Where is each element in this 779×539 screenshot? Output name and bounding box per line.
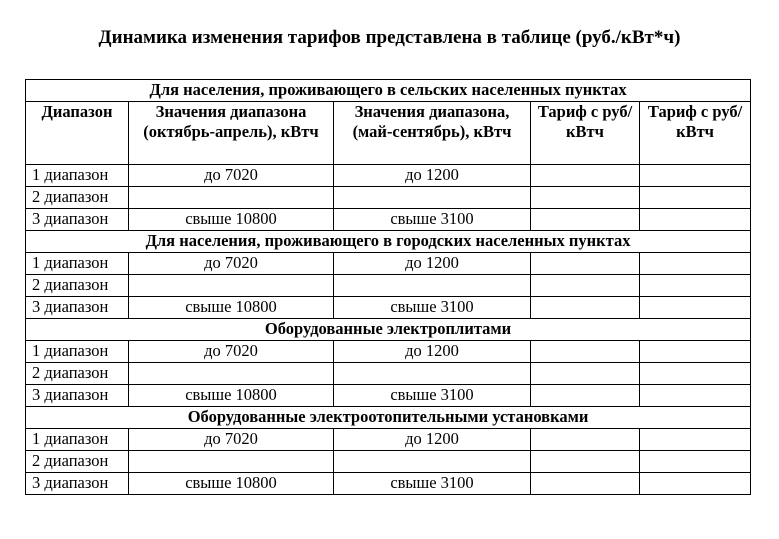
- winter-value-cell: свыше 10800: [129, 473, 334, 495]
- table-row: [26, 253, 751, 275]
- range-cell: 3 диапазон: [26, 297, 129, 319]
- tariff-2-cell: [640, 451, 751, 473]
- range-cell: 1 диапазон: [26, 429, 129, 451]
- summer-value-cell: до 1200: [334, 165, 531, 187]
- table-row: [26, 341, 751, 363]
- tariff-2-cell: [640, 363, 751, 385]
- tariff-1-cell: [531, 473, 640, 495]
- tariff-1-cell: [531, 275, 640, 297]
- winter-value-cell: [129, 275, 334, 297]
- range-cell: 2 диапазон: [26, 451, 129, 473]
- tariff-1-cell: [531, 253, 640, 275]
- range-cell: 3 диапазон: [26, 385, 129, 407]
- table-row: [26, 363, 751, 385]
- column-header-range: Диапазон: [26, 102, 129, 165]
- tariff-2-cell: [640, 429, 751, 451]
- summer-value-cell: [334, 363, 531, 385]
- range-cell: 1 диапазон: [26, 341, 129, 363]
- range-cell: 2 диапазон: [26, 187, 129, 209]
- table-row: [26, 451, 751, 473]
- section-title: Оборудованные электроотопительными установками: [26, 407, 751, 429]
- tariff-1-cell: [531, 297, 640, 319]
- table-row: [26, 209, 751, 231]
- range-cell: 1 диапазон: [26, 253, 129, 275]
- summer-value-cell: до 1200: [334, 341, 531, 363]
- summer-value-cell: до 1200: [334, 253, 531, 275]
- page-title: Динамика изменения тарифов представлена в таблице (руб./кВт*ч): [98, 27, 681, 48]
- summer-value-cell: свыше 3100: [334, 473, 531, 495]
- tariff-1-cell: [531, 187, 640, 209]
- summer-value-cell: [334, 187, 531, 209]
- summer-value-cell: [334, 451, 531, 473]
- winter-value-cell: до 7020: [129, 341, 334, 363]
- section-row-electric-stoves: [26, 319, 751, 341]
- column-header-tariff-1: Тариф с руб/кВтч: [531, 102, 640, 165]
- column-header-tariff-2: Тариф с руб/кВтч: [640, 102, 751, 165]
- section-title: Для населения, проживающего в городских населенных пунктах: [26, 231, 751, 253]
- tariff-2-cell: [640, 209, 751, 231]
- table-row: [26, 429, 751, 451]
- section-title: Для населения, проживающего в сельских населенных пунктах: [26, 80, 751, 102]
- section-row-rural: [26, 80, 751, 102]
- column-header-summer-range: Значения диапазона, (май-сентябрь), кВтч: [334, 102, 531, 165]
- winter-value-cell: свыше 10800: [129, 297, 334, 319]
- tariff-1-cell: [531, 385, 640, 407]
- range-cell: 3 диапазон: [26, 209, 129, 231]
- tariff-1-cell: [531, 363, 640, 385]
- tariff-2-cell: [640, 275, 751, 297]
- column-header-winter-range: Значения диапазона (октябрь-апрель), кВтч: [129, 102, 334, 165]
- tariff-1-cell: [531, 209, 640, 231]
- tariff-2-cell: [640, 341, 751, 363]
- winter-value-cell: до 7020: [129, 429, 334, 451]
- summer-value-cell: свыше 3100: [334, 385, 531, 407]
- tariff-1-cell: [531, 165, 640, 187]
- table-row: [26, 297, 751, 319]
- winter-value-cell: свыше 10800: [129, 209, 334, 231]
- section-row-electric-heating: [26, 407, 751, 429]
- range-cell: 2 диапазон: [26, 275, 129, 297]
- table-row: [26, 187, 751, 209]
- summer-value-cell: [334, 275, 531, 297]
- tariff-2-cell: [640, 187, 751, 209]
- range-cell: 2 диапазон: [26, 363, 129, 385]
- tariff-1-cell: [531, 429, 640, 451]
- winter-value-cell: свыше 10800: [129, 385, 334, 407]
- tariff-2-cell: [640, 473, 751, 495]
- tariff-2-cell: [640, 165, 751, 187]
- tariff-2-cell: [640, 297, 751, 319]
- winter-value-cell: [129, 451, 334, 473]
- winter-value-cell: [129, 363, 334, 385]
- tariff-1-cell: [531, 341, 640, 363]
- table-row: [26, 165, 751, 187]
- tariff-2-cell: [640, 253, 751, 275]
- winter-value-cell: до 7020: [129, 165, 334, 187]
- winter-value-cell: [129, 187, 334, 209]
- range-cell: 3 диапазон: [26, 473, 129, 495]
- summer-value-cell: до 1200: [334, 429, 531, 451]
- table-row: [26, 275, 751, 297]
- tariff-1-cell: [531, 451, 640, 473]
- section-title: Оборудованные электроплитами: [26, 319, 751, 341]
- range-cell: 1 диапазон: [26, 165, 129, 187]
- tariff-table: [25, 79, 751, 495]
- table-row: [26, 473, 751, 495]
- tariff-2-cell: [640, 385, 751, 407]
- summer-value-cell: свыше 3100: [334, 209, 531, 231]
- table-header-row: [26, 102, 751, 165]
- winter-value-cell: до 7020: [129, 253, 334, 275]
- summer-value-cell: свыше 3100: [334, 297, 531, 319]
- table-row: [26, 385, 751, 407]
- section-row-urban: [26, 231, 751, 253]
